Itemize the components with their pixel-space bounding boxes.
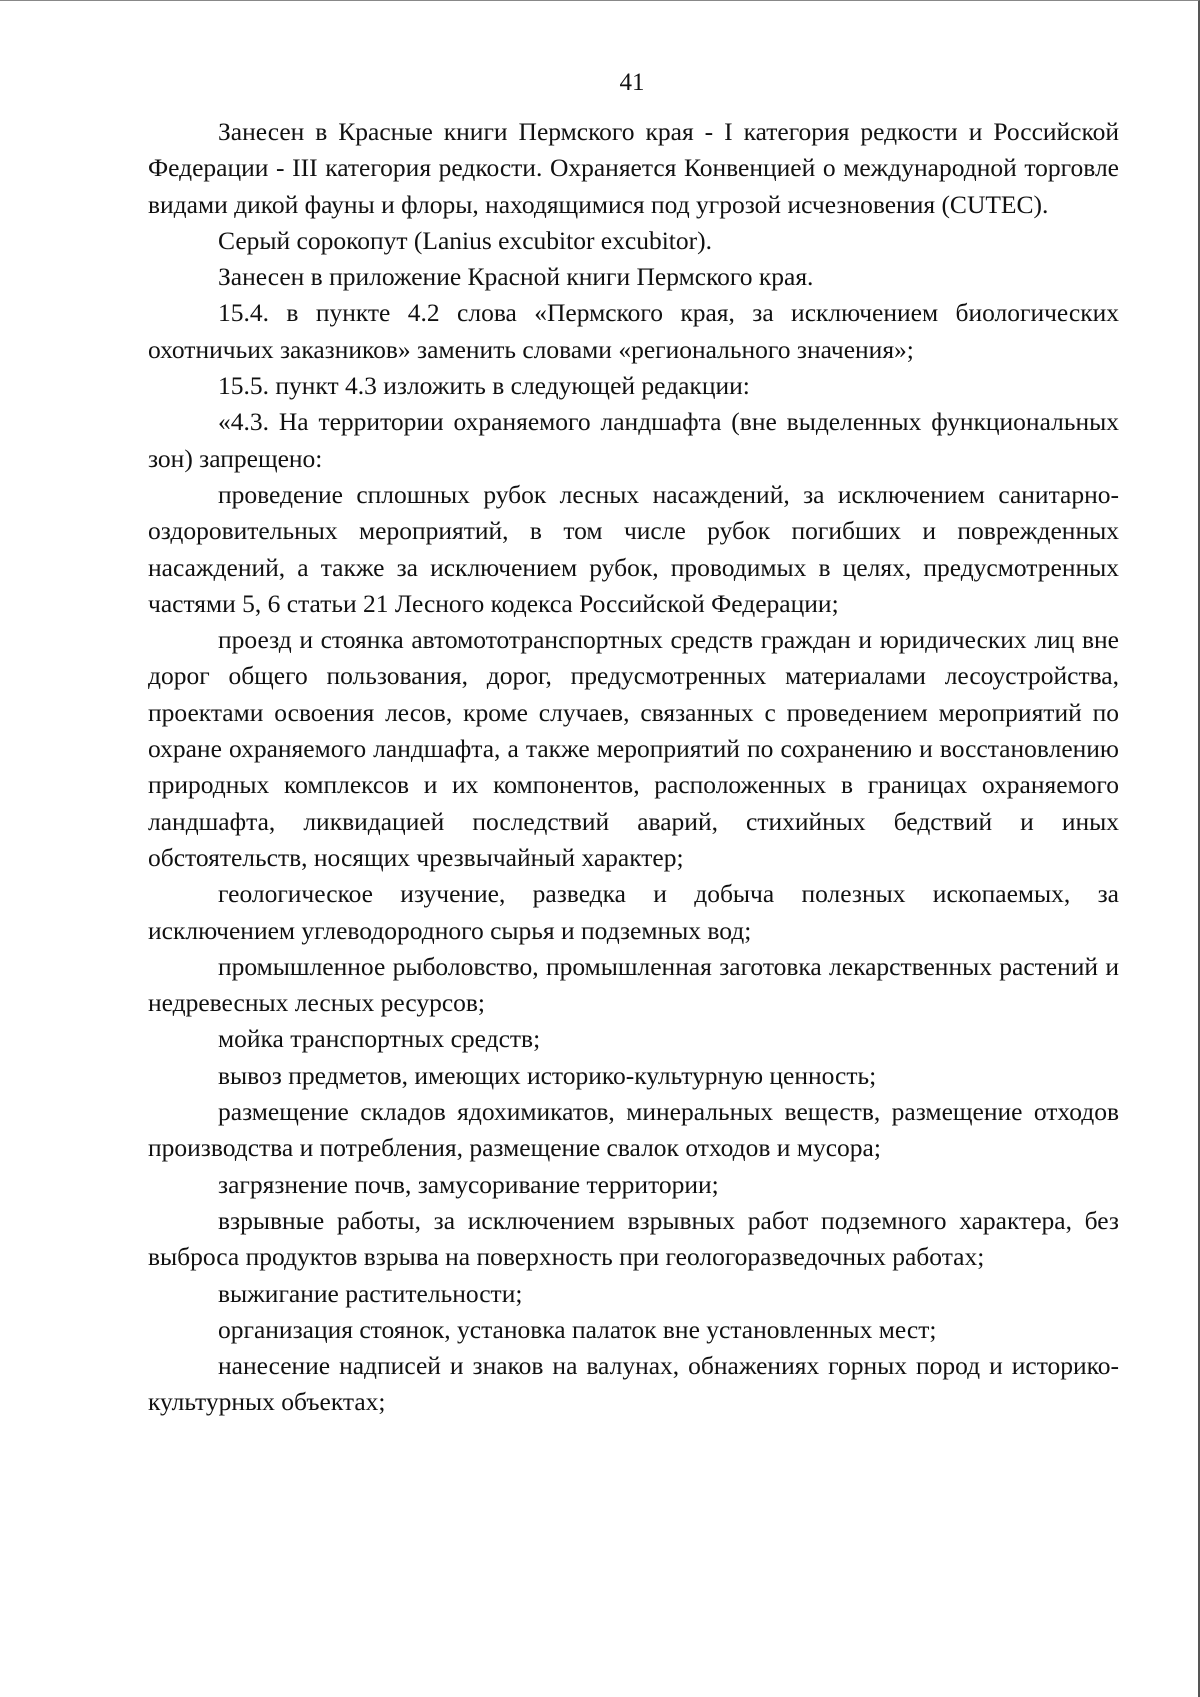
paragraph-item-4-3-heading: «4.3. На территории охраняемого ландшафта (вне выделенных функциональных зон) запрещено: — [148, 407, 1119, 473]
paragraph-prohibition-artifacts: вывоз предметов, имеющих историко-культурную ценность; — [218, 1060, 877, 1090]
paragraph-prohibition-geology: геологическое изучение, разведка и добыча полезных ископаемых, за исключением углеводородного сырья и подземных вод; — [148, 879, 1119, 945]
paragraph-prohibition-vehicles: проезд и стоянка автомототранспортных средств граждан и юридических лиц вне дорог общего пользования, дорог, предусмотренных материалами лесоустройства, проектами освоения лесов, кроме случаев, связанных с проведением мероприятий по охране охраняемого ландшафта, а также мероприятий по сохранению и восстановлению природных комплексов и их компонентов, расположенных в границах охраняемого ландшафта, ликвидацией последствий аварий, стихийных бедствий и иных обстоятельств, носящих чрезвычайный характер; — [148, 625, 1119, 872]
document-body — [148, 114, 1119, 1421]
paragraph-red-book-appendix: Занесен в приложение Красной книги Пермского края. — [218, 262, 814, 292]
paragraph-species-name: Серый сорокопут (Lanius excubitor excubitor). — [218, 225, 712, 255]
paragraph-prohibition-graffiti: нанесение надписей и знаков на валунах, обнажениях горных пород и историко-культурных объектах; — [148, 1351, 1119, 1417]
page-number: 41 — [619, 69, 645, 96]
paragraph-prohibition-camping: организация стоянок, установка палаток вне установленных мест; — [218, 1314, 937, 1344]
paragraph-item-15-5: 15.5. пункт 4.3 изложить в следующей редакции: — [218, 371, 750, 401]
paragraph-prohibition-burning: выжигание растительности; — [218, 1278, 523, 1308]
paragraph-prohibition-fishing: промышленное рыболовство, промышленная заготовка лекарственных растений и недревесных лесных ресурсов; — [148, 951, 1119, 1018]
paragraph-prohibition-clear-cutting: проведение сплошных рубок лесных насаждений, за исключением санитарно-оздоровительных мероприятий, в том числе рубок погибших и поврежденных насаждений, а также за исключением рубок, проводимых в целях, предусмотренных частями 5, 6 статьи 21 Лесного кодекса Российской Федерации; — [148, 479, 1119, 618]
paragraph-prohibition-storage: размещение складов ядохимикатов, минеральных веществ, размещение отходов производства и потребления, размещение свалок отходов и мусора; — [148, 1097, 1119, 1163]
paragraph-prohibition-blasting: взрывные работы, за исключением взрывных работ подземного характера, без выброса продуктов взрыва на поверхность при геологоразведочных работах; — [148, 1205, 1119, 1272]
paragraph-item-15-4: 15.4. в пункте 4.2 слова «Пермского края, за исключением биологических охотничьих заказников» заменить словами «регионального значения»; — [148, 298, 1119, 364]
paragraph-prohibition-pollution: загрязнение почв, замусоривание территории; — [218, 1169, 719, 1199]
paragraph-red-book-status: Занесен в Красные книги Пермского края - I категория редкости и Российской Федерации - III категория редкости. Охраняется Конвенцией о международной торговле видами дикой фауны и флоры, находящимися под угрозой исчезновения (CUTEC). — [148, 117, 1119, 219]
paragraph-prohibition-vehicle-washing: мойка транспортных средств; — [218, 1024, 541, 1054]
